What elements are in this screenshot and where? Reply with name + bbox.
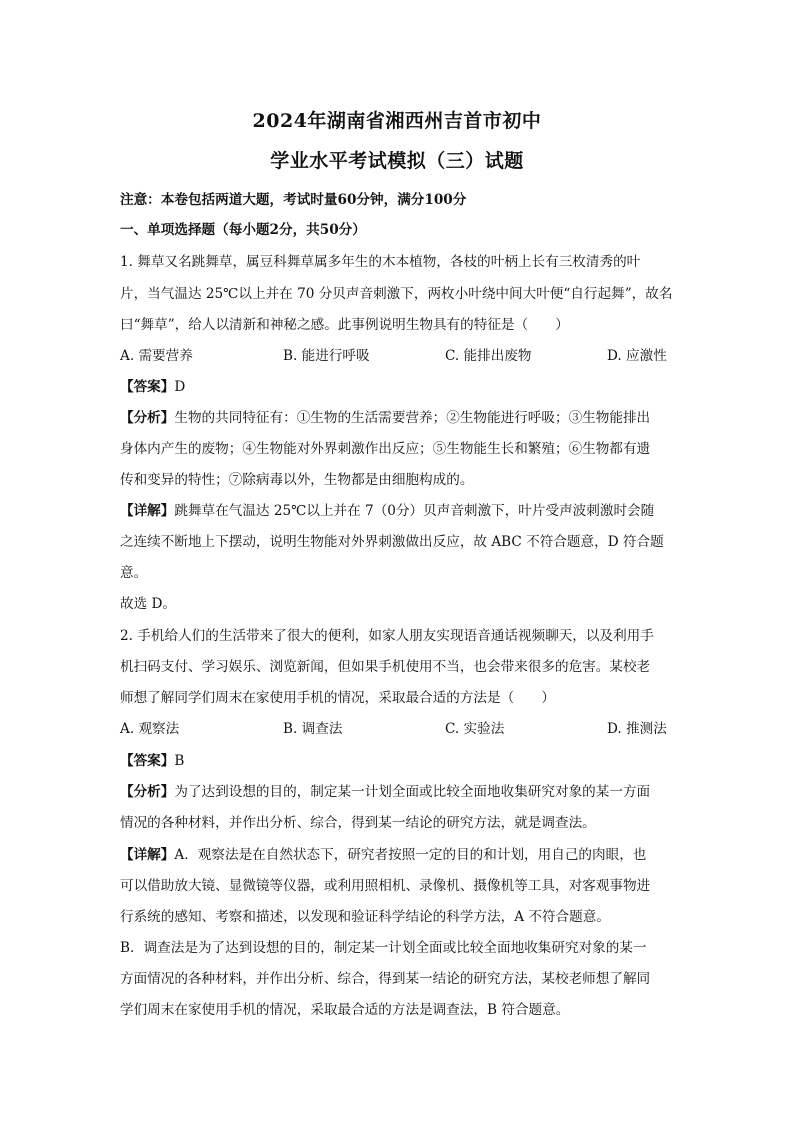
- q2-detail-line-1: [120, 843, 676, 863]
- q1-option-a: A. 需要营养: [120, 348, 193, 364]
- q2-stem-line-3: 师想了解同学们周末在家使用手机的情况，采取最合适的方法是（ ）: [120, 690, 555, 706]
- analysis-label: 【分析】: [120, 784, 175, 800]
- page-title-line2: 学业水平考试模拟（三）试题: [270, 150, 524, 172]
- q2-detail-more-line-1: B．调查法是为了达到设想的目的，制定某一计划全面或比较全面地收集研究对象的某一: [120, 940, 647, 956]
- q1-conclusion: 故选 D。: [120, 596, 177, 612]
- q2-detail-more-line-2: 方面情况的各种材料，并作出分析、综合，得到某一结论的研究方法，某校老师想了解同: [120, 971, 651, 987]
- q1-answer: [120, 375, 676, 395]
- section-heading: 一、单项选择题（每小题2分，共50分）: [120, 222, 366, 238]
- q2-option-c: C. 实验法: [445, 721, 505, 737]
- detail-text: A．观察法是在自然状态下，研究者按照一定的目的和计划，用自己的肉眼，也: [174, 847, 647, 863]
- q1-analysis-line-1: [120, 406, 676, 426]
- answer-label: 【答案】: [120, 753, 175, 769]
- detail-label: 【详解】: [120, 847, 175, 863]
- q2-stem-line-1: 2. 手机给人们的生活带来了很大的便利，如家人朋友实现语音通话视频聊天，以及利用手: [120, 628, 654, 644]
- q1-analysis-line-3: 传和变异的特性；⑦除病毒以外，生物都是由细胞构成的。: [120, 472, 474, 488]
- q2-option-d: D. 推测法: [607, 721, 667, 737]
- q1-option-b: B. 能进行呼吸: [283, 348, 370, 364]
- q1-detail-line-1: [120, 499, 676, 519]
- analysis-text: 为了达到设想的目的，制定某一计划全面或比较全面地收集研究对象的某一方面: [174, 784, 651, 800]
- q1-stem-line-3: 曰“舞草”，给人以清新和神秘之感。此事例说明生物具有的特征是（ ）: [120, 317, 569, 333]
- q1-stem-line-1: 1. 舞草又名跳舞草，属豆科舞草属多年生的木本植物，各枝的叶柄上长有三枚清秀的叶: [120, 254, 641, 270]
- q2-detail-line-2: 可以借助放大镜、显微镜等仪器，或利用照相机、录像机、摄像机等工具，对客观事物进: [120, 878, 651, 894]
- q2-stem-line-2: 机扫码支付、学习娱乐、浏览新闻，但如果手机使用不当，也会带来很多的危害。某校老: [120, 659, 651, 675]
- q1-stem-line-2: 片，当气温达 25℃以上并在 70 分贝声音刺激下，两枚小叶绕中间大叶便“自行起舞”，故名: [120, 286, 673, 302]
- q2-detail-more-line-3: 学们周末在家使用手机的情况，采取最合适的方法是调查法，B 符合题意。: [120, 1002, 570, 1018]
- q1-option-c: C. 能排出废物: [445, 348, 532, 364]
- q2-analysis-line-2: 情况的各种材料，并作出分析、综合，得到某一结论的研究方法，就是调查法。: [120, 815, 596, 831]
- q2-answer: [120, 749, 676, 769]
- q1-analysis-line-2: 身体内产生的废物；④生物能对外界刺激作出反应；⑤生物能生长和繁殖；⑥生物都有遗: [120, 441, 651, 457]
- q1-detail-line-2: 之连续不断地上下摆动，说明生物能对外界刺激做出反应，故 ABC 不符合题意，D 符合题: [120, 534, 664, 550]
- analysis-text: 生物的共同特征有：①生物的生活需要营养；②生物能进行呼吸；③生物能排出: [174, 410, 651, 426]
- q2-analysis-line-1: [120, 780, 676, 800]
- answer-label: 【答案】: [120, 379, 175, 395]
- q1-option-d: D. 应激性: [607, 348, 667, 364]
- detail-label: 【详解】: [120, 503, 175, 519]
- q2-detail-line-3: 行系统的感知、考察和描述，以发现和验证科学结论的科学方法，A 不符合题意。: [120, 909, 610, 925]
- exam-notice: 注意：本卷包括两道大题，考试时量60分钟，满分100分: [120, 192, 467, 208]
- detail-text: 跳舞草在气温达 25℃以上并在 7（0分）贝声音刺激下，叶片受声波刺激时会随: [174, 503, 655, 519]
- page-title-line1: 2024年湖南省湘西州吉首市初中: [252, 110, 542, 132]
- q2-option-b: B. 调查法: [283, 721, 343, 737]
- answer-value: D: [174, 379, 186, 395]
- q2-option-a: A. 观察法: [120, 721, 180, 737]
- answer-value: B: [174, 753, 185, 769]
- analysis-label: 【分析】: [120, 410, 175, 426]
- q1-detail-line-3: 意。: [120, 565, 148, 581]
